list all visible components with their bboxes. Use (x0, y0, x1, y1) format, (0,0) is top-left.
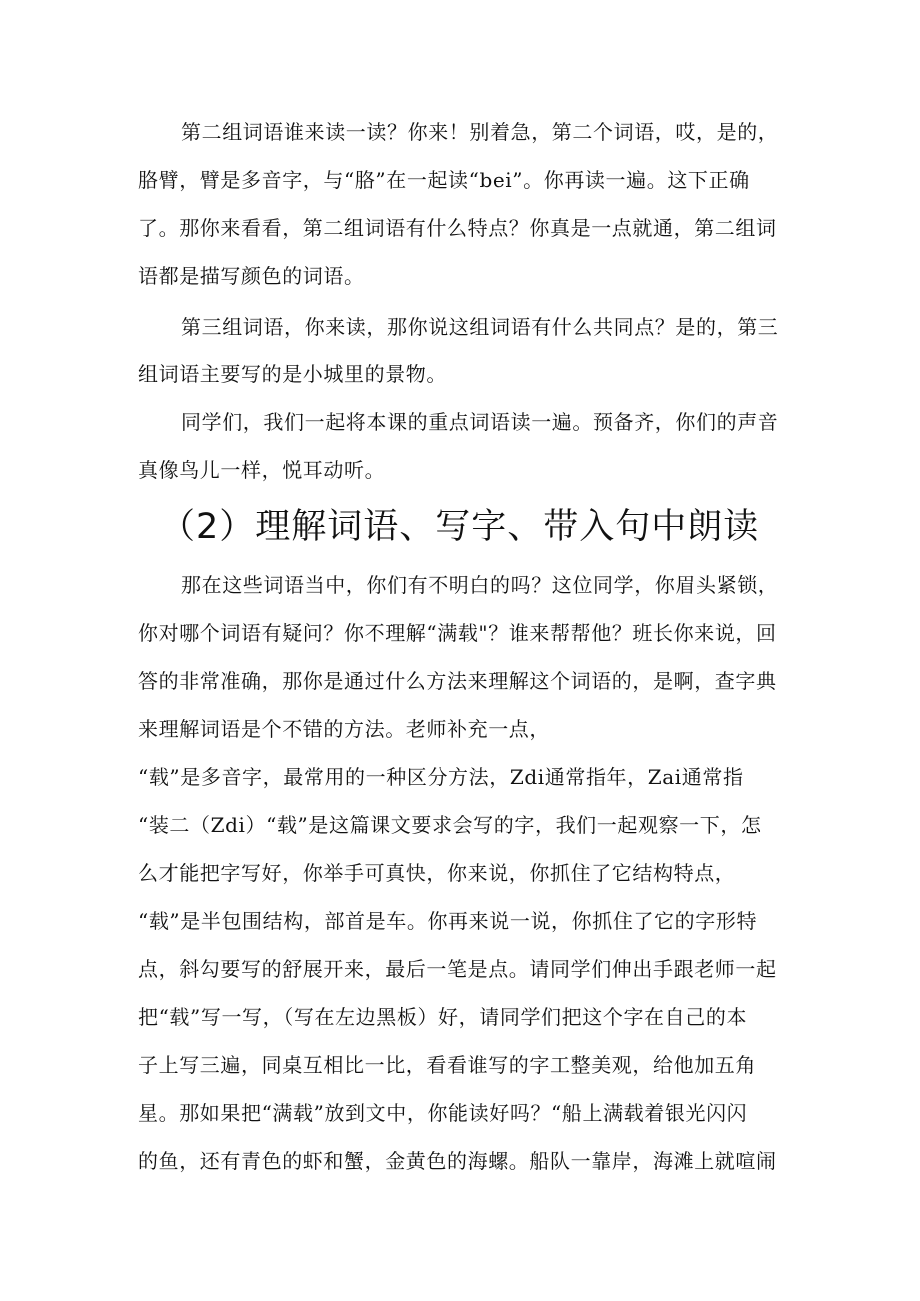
paragraph-line: 真像鸟儿一样，悦耳动听。 (138, 458, 386, 482)
paragraph-line: 同学们，我们一起将本课的重点词语读一遍。预备齐，你们的声音 (181, 410, 779, 434)
paragraph-line: 把“载”写一写，（写在左边黑板）好，请同学们把这个字在自己的本 (138, 1005, 748, 1029)
paragraph-line: 点，斜勾要写的舒展开来，最后一笔是点。请同学们伸出手跟老师一起 (138, 957, 777, 981)
paragraph-line: 来理解词语是个不错的方法。老师补充一点， (138, 717, 550, 741)
paragraph-line: “载”是半包围结构，部首是车。你再来说一说，你抓住了它的字形特 (138, 909, 758, 933)
paragraph-line: 星。那如果把“满载”放到文中，你能读好吗？“船上满载着银光闪闪 (138, 1101, 748, 1125)
paragraph-line: “装二（Zdi）“载”是这篇课文要求会写的字，我们一起观察一下，怎 (138, 813, 762, 837)
paragraph-line: 第三组词语，你来读，那你说这组词语有什么共同点？是的，第三 (181, 315, 779, 339)
paragraph-line: 么才能把字写好，你举手可真快，你来说，你抓住了它结构特点， (138, 861, 736, 885)
paragraph-line: 胳臂，臂是多音字，与“胳”在一起读“bei”。你再读一遍。这下正确 (138, 168, 750, 192)
paragraph-line: “载”是多音字，最常用的一种区分方法，Zdi通常指年，Zai通常指 (138, 765, 744, 789)
paragraph-line: 第二组词语谁来读一读？你来！别着急，第二个词语，哎，是的， (181, 120, 779, 144)
paragraph-line: 语都是描写颜色的词语。 (138, 264, 365, 288)
paragraph-line: 组词语主要写的是小城里的景物。 (138, 362, 447, 386)
section-heading: （2）理解词语、写字、带入句中朗读 (160, 507, 760, 547)
paragraph-line: 了。那你来看看，第二组词语有什么特点？你真是一点就通，第二组词 (138, 216, 777, 240)
paragraph-line: 那在这些词语当中，你们有不明白的吗？这位同学，你眉头紧锁， (181, 573, 779, 597)
paragraph-line: 答的非常准确，那你是通过什么方法来理解这个词语的，是啊，查字典 (138, 669, 777, 693)
paragraph-line: 的鱼，还有青色的虾和蟹，金黄色的海螺。船队一靠岸，海滩上就喧闹 (138, 1149, 777, 1173)
paragraph-line: 你对哪个词语有疑问？你不理解“满载"？谁来帮帮他？班长你来说，回 (138, 621, 777, 645)
paragraph-line: 子上写三遍，同桌互相比一比，看看谁写的字工整美观，给他加五角 (138, 1053, 756, 1077)
